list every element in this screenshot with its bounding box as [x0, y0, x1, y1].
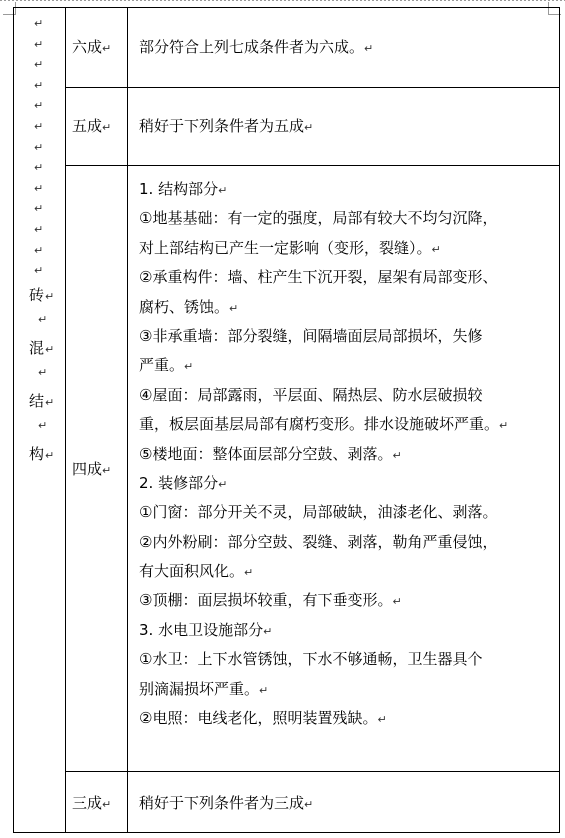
paragraph-mark: ↵ — [38, 419, 48, 432]
paragraph-mark: ↵ — [34, 37, 44, 51]
grade-text: 五成 — [72, 117, 103, 135]
paragraph-mark: ↵ — [34, 58, 44, 72]
paragraph-mark: ↵ — [218, 477, 228, 491]
description-line — [139, 204, 508, 233]
grade-label-30 — [72, 793, 124, 815]
table-divider-1 — [65, 7, 66, 833]
paragraph-mark: ↵ — [392, 595, 402, 609]
left-column-marks — [34, 14, 48, 282]
line-text: 重，板层面基层局部有腐朽变形。排水设施破坏严重。 — [139, 415, 500, 434]
row-divider-3 — [65, 771, 560, 772]
paragraph-mark: ↵ — [34, 243, 44, 257]
paragraph-mark: ↵ — [499, 419, 509, 433]
paragraph-mark: ↵ — [45, 343, 55, 356]
line-text: ③非承重墙：部分裂缝，间隔墙面层局部损坏，失修 — [139, 326, 483, 345]
paragraph-mark: ↵ — [218, 184, 228, 197]
description-line — [139, 704, 508, 733]
paragraph-mark: ↵ — [304, 798, 314, 811]
line-text: ③顶棚：面层损坏较重，有下垂变形。 — [139, 591, 393, 610]
description-line — [139, 557, 508, 586]
description-line — [139, 381, 508, 410]
grade-text: 六成 — [72, 38, 103, 56]
description-text: 稍好于下列条件者为五成 — [139, 117, 305, 135]
description-line — [139, 234, 508, 263]
line-text: 1. 结构部分 — [139, 180, 219, 198]
category-char-1 — [29, 285, 54, 307]
paragraph-mark: ↵ — [184, 360, 194, 374]
table-divider-2 — [127, 7, 128, 833]
line-text: 2. 装修部分 — [139, 473, 219, 492]
grade-text: 三成 — [72, 794, 103, 812]
paragraph-mark: ↵ — [392, 448, 402, 462]
description-text: 部分符合上列七成条件者为六成。 — [139, 38, 365, 56]
top-dashed-line — [0, 0, 565, 1]
line-text: 腐朽、锈蚀。 — [139, 297, 230, 316]
paragraph-mark: ↵ — [38, 313, 48, 326]
line-text: ①水卫：上下水管锈蚀，下水不够通畅，卫生器具个 — [139, 650, 483, 669]
grade-description-40 — [139, 175, 508, 733]
description-line — [139, 528, 508, 557]
category-char-3 — [29, 391, 54, 413]
paragraph-mark: ↵ — [34, 222, 44, 236]
paragraph-mark: ↵ — [34, 78, 44, 92]
description-line — [139, 293, 508, 322]
paragraph-mark: ↵ — [34, 119, 44, 133]
description-line — [139, 440, 508, 469]
description-line — [139, 410, 508, 439]
description-line — [139, 616, 508, 645]
paragraph-mark: ↵ — [34, 161, 44, 175]
category-char-2 — [29, 338, 54, 360]
paragraph-mark: ↵ — [259, 683, 269, 697]
paragraph-mark: ↵ — [244, 566, 254, 580]
line-text: ①门窗：部分开关不灵，局部破缺，油漆老化、剥落。 — [139, 503, 498, 522]
category-char-text: 砖 — [29, 286, 45, 304]
description-line — [139, 675, 508, 704]
table-border-top — [13, 7, 560, 8]
paragraph-mark: ↵ — [304, 121, 314, 134]
grade-description-60 — [139, 37, 373, 59]
table-border-bottom — [13, 832, 560, 833]
paragraph-mark: ↵ — [431, 242, 441, 256]
paragraph-mark: ↵ — [34, 17, 44, 30]
paragraph-mark: ↵ — [38, 366, 48, 379]
line-text: ⑤楼地面：整体面层部分空鼓、剥落。 — [139, 444, 393, 463]
grade-description-30 — [139, 793, 313, 815]
paragraph-mark: ↵ — [45, 396, 55, 409]
paragraph-mark: ↵ — [34, 264, 44, 278]
category-char-text: 混 — [29, 339, 45, 357]
corner-mark-left — [3, 2, 16, 15]
paragraph-mark: ↵ — [102, 798, 112, 811]
table-border-right — [559, 7, 560, 833]
grade-label-40 — [72, 459, 124, 481]
paragraph-mark: ↵ — [34, 202, 44, 216]
description-line — [139, 322, 508, 351]
description-line — [139, 351, 508, 380]
line-text: 有大面积风化。 — [139, 562, 245, 581]
table-border-left — [13, 7, 14, 833]
paragraph-mark: ↵ — [34, 99, 44, 113]
paragraph-mark: ↵ — [102, 464, 112, 477]
paragraph-mark: ↵ — [102, 42, 112, 55]
grade-label-60 — [72, 37, 124, 59]
line-text: 对上部结构已产生一定影响（变形，裂缝）。 — [139, 238, 432, 257]
paragraph-mark: ↵ — [263, 624, 273, 638]
line-text: ①地基基础：有一定的强度，局部有较大不均匀沉降， — [139, 209, 498, 228]
paragraph-mark: ↵ — [102, 121, 112, 134]
description-line — [139, 586, 508, 615]
paragraph-mark: ↵ — [45, 290, 55, 303]
line-text: 别滴漏损坏严重。 — [139, 679, 260, 698]
line-text: 严重。 — [139, 356, 185, 375]
line-text: ④屋面：局部露雨，平层面、隔热层、防水层破损较 — [139, 385, 483, 404]
description-line — [139, 469, 508, 498]
grade-text: 四成 — [72, 460, 103, 478]
line-text: ②内外粉刷：部分空鼓、裂缝、剥落，勒角严重侵蚀， — [139, 532, 498, 551]
category-char-4 — [29, 444, 54, 466]
description-text: 稍好于下列条件者为三成 — [139, 794, 305, 812]
description-line — [139, 175, 508, 204]
row-divider-2 — [65, 165, 560, 166]
row-divider-1 — [65, 87, 560, 88]
line-text: 3. 水电卫设施部分 — [139, 620, 264, 639]
paragraph-mark: ↵ — [45, 449, 55, 462]
description-line — [139, 645, 508, 674]
description-line — [139, 263, 508, 292]
paragraph-mark: ↵ — [377, 713, 387, 727]
category-char-text: 结 — [29, 392, 45, 410]
grade-description-50 — [139, 116, 313, 138]
category-char-text: 构 — [29, 445, 45, 463]
grade-label-50 — [72, 116, 124, 138]
paragraph-mark: ↵ — [34, 181, 44, 195]
line-text: ②电照：电线老化，照明装置残缺。 — [139, 709, 378, 728]
description-line — [139, 498, 508, 527]
paragraph-mark: ↵ — [364, 42, 374, 55]
paragraph-mark: ↵ — [229, 301, 239, 315]
line-text: ②承重构件：墙、柱产生下沉开裂，屋架有局部变形、 — [139, 268, 498, 287]
paragraph-mark: ↵ — [34, 140, 44, 154]
